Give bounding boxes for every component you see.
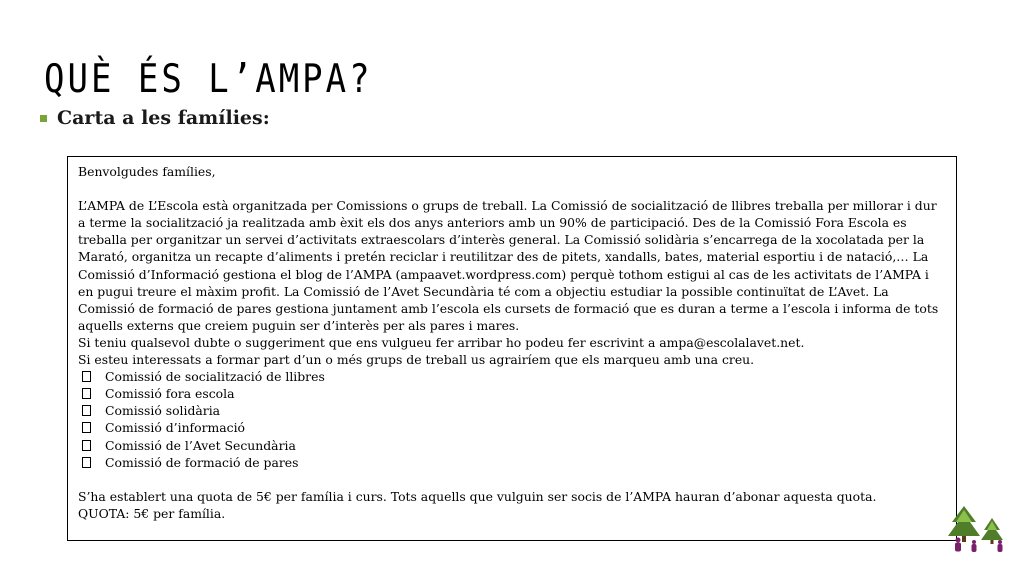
checkbox[interactable] [82,388,91,399]
letter-contact: Si teniu qualsevol dubte o suggeriment que ens vulgueu fer arribar ho podeu fer escrivint a ampa@escolalavet.net. [78,334,805,350]
option-label: Comissió solidària [105,403,221,419]
letter-fee-note: S’ha establert una quota de 5€ per família i curs. Tots aquells que vulguin ser socis de l’AMPA hauran d’abonar aquesta quota. [78,488,877,504]
letter-body: L’AMPA de L’Escola està organitzada per Comissions o grups de treball. La Comissió de socialització de llibres treballa per millorar i dur a terme la socialització ja realitzada amb èxit els dos anys anteriors amb un 90% de participació. Des de la Comissió Fora Escola es treballa per organitzar un servei d’activitats extraescolars d’interès general. La Comissió solidària s’encarrega de la xocolatada per la Marató, organitza un recapte d’aliments i pretén reciclar i reutilitzar des de pitets, xandalls, bates, material esportiu i de natació,… La Comissió d’Informació gestiona el blog de l’AMPA (ampaavet.wordpress.com) perquè tothom estigui al cas de les activitats de l’AMPA i en pugui treure el màxim profit. La Comissió de l’Avet Secundària té com a objectiu estudiar la possible continuïtat de L’Avet. La Comissió de formació de pares gestiona juntament amb l’escola els cursets de formació que es duran a terme a l’escola i informa de tots aquells externs que creiem puguin ser d’interès per als pares i mares. [78,198,939,333]
option-row [78,437,946,454]
bullet-text: Carta a les famílies: [57,107,270,129]
option-label: Comissió de formació de pares [105,454,299,470]
letter-interest: Si esteu interessats a formar part d’un o més grups de treball us agrairíem que els marqueu amb una creu. [78,352,755,368]
letter-box [67,156,957,541]
option-label: Comissió de socialització de llibres [105,369,325,385]
checkbox[interactable] [82,440,91,451]
option-label: Comissió fora escola [105,386,235,402]
checkbox[interactable] [82,371,91,382]
letter-greeting: Benvolgudes famílies, [78,164,216,179]
bullet-item [40,107,270,129]
checkbox[interactable] [82,422,91,433]
slide-title: QUÈ ÉS L’AMPA? [44,56,373,103]
bullet-marker [40,115,47,122]
option-row [78,368,946,385]
checkbox[interactable] [82,405,91,416]
option-row [78,454,946,471]
checkbox[interactable] [82,457,91,468]
option-row [78,385,946,402]
letter-fee: QUOTA: 5€ per família. [78,505,226,521]
school-logo [944,504,1008,554]
option-row [78,402,946,419]
tree-logo-icon [944,504,1008,554]
option-label: Comissió d’informació [105,420,246,436]
option-row [78,419,946,436]
option-label: Comissió de l’Avet Secundària [105,437,296,453]
